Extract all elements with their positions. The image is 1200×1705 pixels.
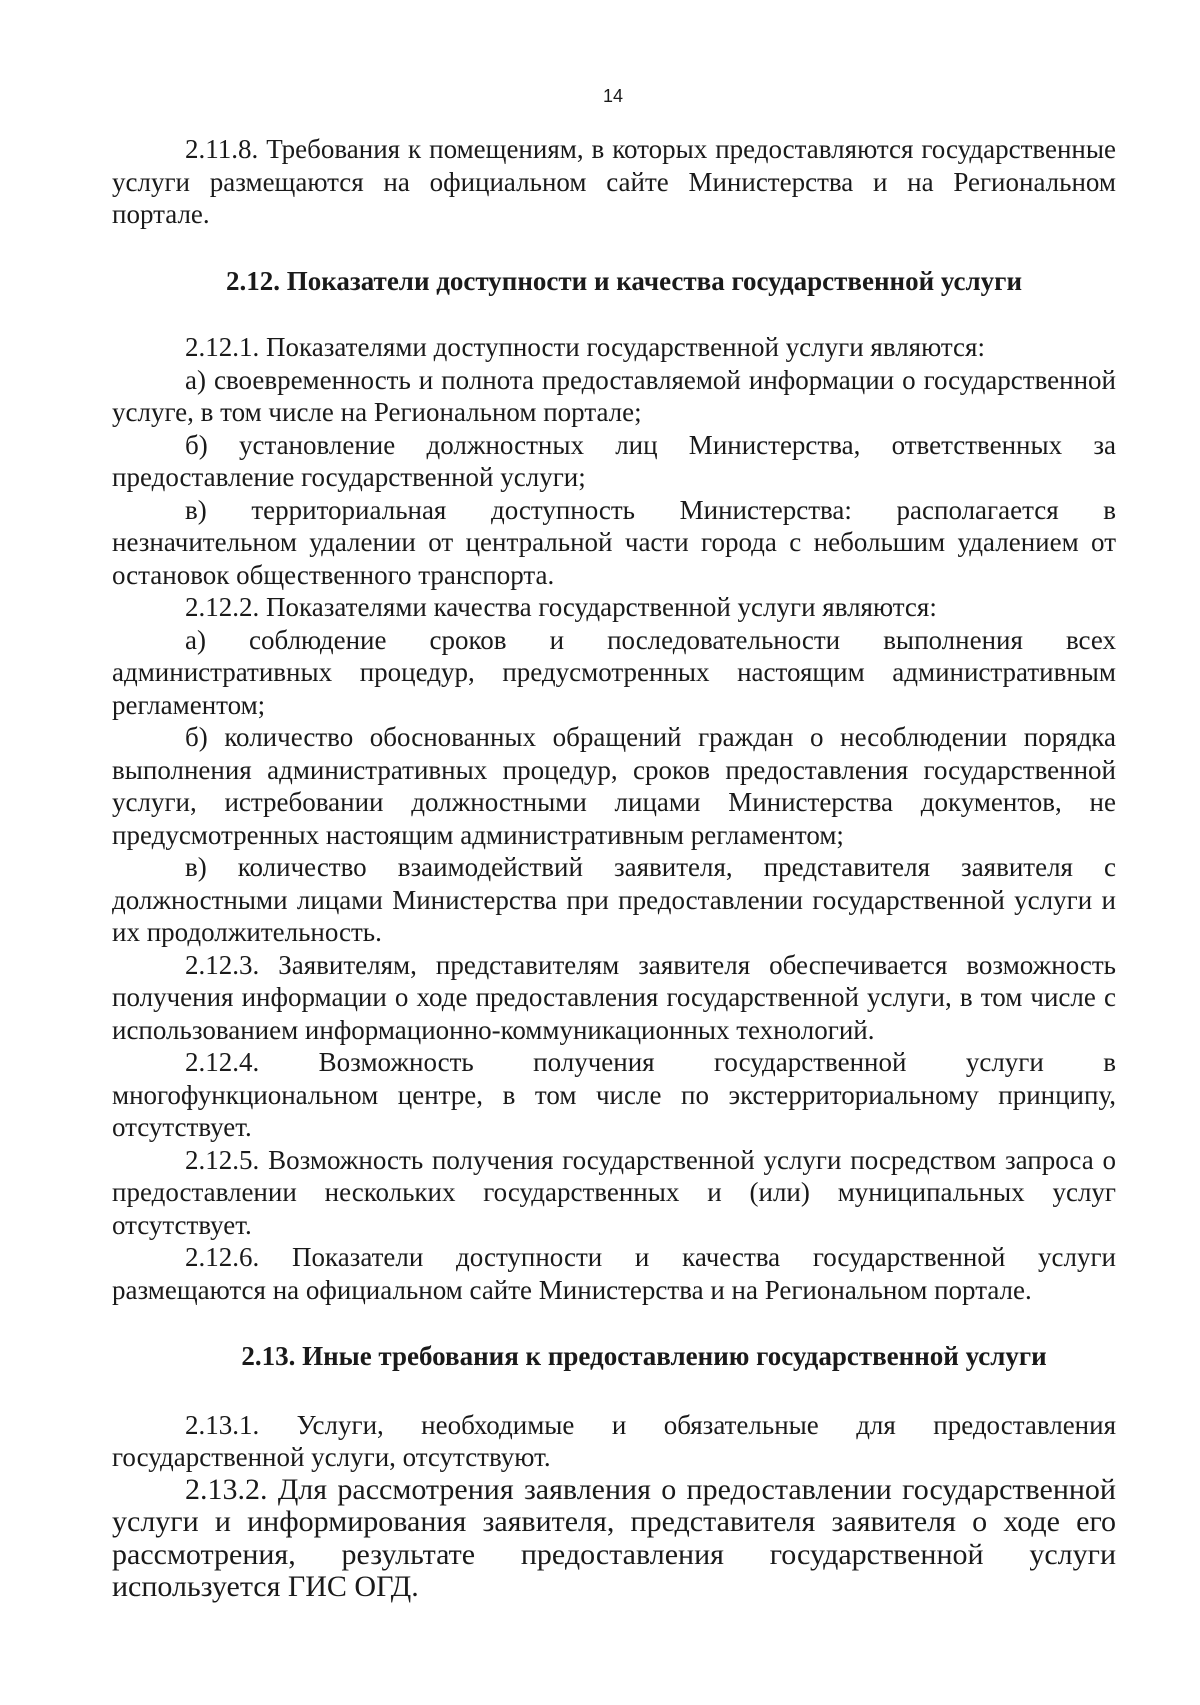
paragraph-2-11-8: 2.11.8. Требования к помещениям, в которых предоставляются государственные услуги размещаются на официальном сайте Министерства и на Региональном портале. xyxy=(112,134,1116,229)
section-heading-2-12: 2.12. Показатели доступности и качества государственной услуги xyxy=(226,265,1022,296)
paragraph-2-12-2: 2.12.2. Показателями качества государственной услуги являются: xyxy=(185,592,937,622)
paragraph-2-13-1: 2.13.1. Услуги, необходимые и обязательные для предоставления государственной услуги, отсутствуют. xyxy=(112,1409,1116,1472)
paragraph-2-12-1: 2.12.1. Показателями доступности государственной услуги являются: xyxy=(185,332,985,362)
paragraph-2-12-2-b: б) количество обоснованных обращений граждан о несоблюдении порядка выполнения административных процедур, сроков предоставления государственной услуги, истребовании должностными лицами Министерства документов, не предусмотренных настоящим административным регламентом; xyxy=(112,722,1116,850)
paragraph-2-12-1-a: а) своевременность и полнота предоставляемой информации о государственной услуге, в том числе на Региональном портале; xyxy=(112,364,1116,427)
paragraph-2-13-2: 2.13.2. Для рассмотрения заявления о предоставлении государственной услуги и информирования заявителя, представителя заявителя о ходе его рассмотрения, результате предоставления государственной услуги используется ГИС ОГД. xyxy=(112,1472,1116,1603)
paragraph-2-12-2-v: в) количество взаимодействий заявителя, представителя заявителя с должностными лицами Министерства при предоставлении государственной услуги и их продолжительность. xyxy=(112,852,1116,947)
paragraph-2-12-4: 2.12.4. Возможность получения государственной услуги в многофункциональном центре, в том числе по экстерриториальному принципу, отсутствует. xyxy=(112,1047,1116,1142)
paragraph-2-12-2-a: а) соблюдение сроков и последовательности выполнения всех административных процедур, предусмотренных настоящим административным регламентом; xyxy=(112,624,1116,720)
page-number: 14 xyxy=(602,86,624,106)
document-body xyxy=(112,133,1116,1604)
paragraph-2-12-5: 2.12.5. Возможность получения государственной услуги посредством запроса о предоставлении нескольких государственных и (или) муниципальных услуг отсутствует. xyxy=(112,1144,1116,1240)
section-heading-2-13: 2.13. Иные требования к предоставлению государственной услуги xyxy=(241,1341,1047,1371)
paragraph-2-12-3: 2.12.3. Заявителям, представителям заявителя обеспечивается возможность получения информации о ходе предоставления государственной услуги, в том числе с использованием информационно-коммуникационных технологий. xyxy=(112,949,1116,1045)
paragraph-2-12-6: 2.12.6. Показатели доступности и качества государственной услуги размещаются на официальном сайте Министерства и на Региональном портале. xyxy=(112,1242,1116,1305)
paragraph-2-12-1-b: б) установление должностных лиц Министерства, ответственных за предоставление государственной услуги; xyxy=(112,429,1116,492)
paragraph-2-12-1-v: в) территориальная доступность Министерства: располагается в незначительном удалении от центральной части города с небольшим удалением от остановок общественного транспорта. xyxy=(112,494,1116,590)
